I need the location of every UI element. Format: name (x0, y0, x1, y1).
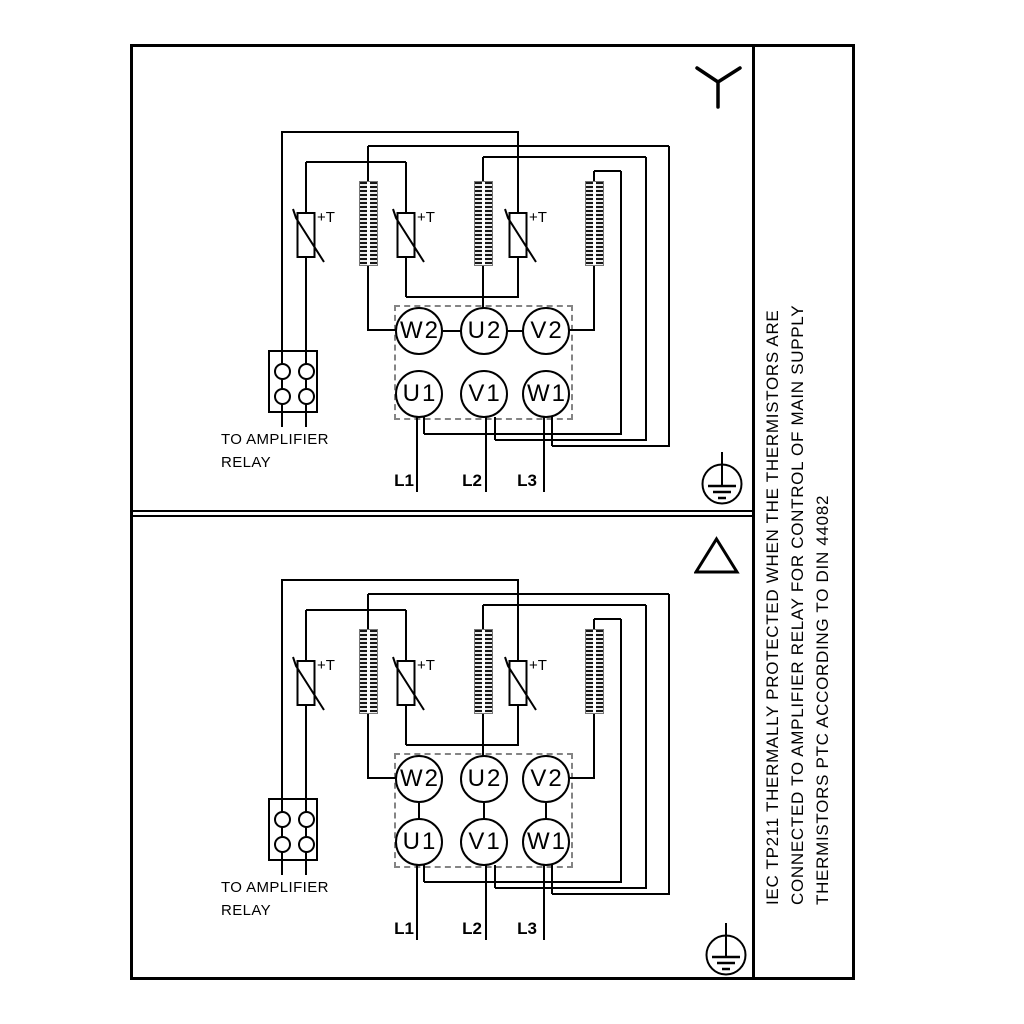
supply-label-l2: L2 (462, 919, 482, 938)
terminal-w2: W2 (395, 307, 443, 355)
wire (494, 417, 496, 440)
side-note-line: IEC TP211 THERMALLY PROTECTED WHEN THE THERMISTORS ARE (763, 309, 782, 905)
relay-terminal-pin (298, 811, 315, 828)
wire (483, 156, 646, 158)
wire (483, 604, 646, 606)
wire (645, 605, 647, 889)
earth-ground-icon (701, 921, 751, 984)
wire (281, 579, 519, 581)
terminal-w1: W1 (522, 370, 570, 418)
panel-divider (131, 510, 752, 517)
delta-bridge-link (545, 803, 547, 819)
thermistor-label: +T (529, 657, 547, 674)
terminal-v2: V2 (522, 755, 570, 803)
wire (668, 594, 670, 895)
wire (543, 865, 545, 940)
delta-bridge-link (418, 803, 420, 819)
wire (552, 893, 669, 895)
side-note-text (760, 304, 835, 905)
wire (482, 265, 484, 308)
supply-label-l2: L2 (462, 471, 482, 490)
motor-winding-icon (474, 181, 493, 266)
motor-winding-icon (359, 181, 378, 266)
wire (424, 433, 621, 435)
wire (569, 777, 595, 779)
wire (594, 618, 621, 620)
wire (406, 744, 519, 746)
delta-symbol-icon (694, 536, 740, 581)
relay-terminal-pin (274, 811, 291, 828)
supply-label-l3: L3 (517, 471, 537, 490)
motor-winding-icon (359, 629, 378, 714)
wire (593, 619, 595, 629)
wire (406, 296, 519, 298)
amplifier-relay-note: RELAY (221, 454, 272, 471)
delta-bridge-link (483, 803, 485, 819)
wire (551, 865, 553, 894)
relay-terminal-pin (274, 363, 291, 380)
wire (485, 865, 487, 940)
wire (367, 265, 369, 331)
relay-terminal-pin (298, 363, 315, 380)
side-note-line: CONNECTED TO AMPLIFIER RELAY FOR CONTROL OF MAIN SUPPLY (788, 304, 807, 905)
wire (517, 132, 519, 214)
wire (482, 605, 484, 629)
wire (416, 865, 418, 940)
wire (593, 265, 595, 331)
amplifier-relay-note: TO AMPLIFIER (221, 431, 329, 448)
earth-ground-icon (697, 450, 747, 513)
relay-terminal-pin (298, 388, 315, 405)
wire (423, 417, 425, 434)
wire (281, 131, 519, 133)
wire (594, 170, 621, 172)
supply-label-l3: L3 (517, 919, 537, 938)
terminal-v2: V2 (522, 307, 570, 355)
wire (485, 417, 487, 492)
wire (517, 580, 519, 662)
thermistor-label: +T (529, 209, 547, 226)
wire (368, 777, 397, 779)
supply-label-l1: L1 (394, 471, 414, 490)
terminal-v1: V1 (460, 370, 508, 418)
star-bridge-link (443, 330, 461, 332)
wire (620, 619, 622, 883)
wire (495, 887, 646, 889)
terminal-w1: W1 (522, 818, 570, 866)
wire (306, 609, 406, 611)
terminal-u1: U1 (395, 818, 443, 866)
side-note-column (760, 304, 852, 908)
thermistor-label: +T (317, 209, 335, 226)
wire (645, 157, 647, 441)
wire (424, 881, 621, 883)
motor-winding-icon (585, 629, 604, 714)
motor-winding-icon (474, 629, 493, 714)
wire (593, 171, 595, 181)
wire (620, 171, 622, 435)
wire (368, 329, 397, 331)
amplifier-relay-note: TO AMPLIFIER (221, 879, 329, 896)
thermistor-label: +T (317, 657, 335, 674)
wire (551, 417, 553, 446)
supply-label-l1: L1 (394, 919, 414, 938)
terminal-u2: U2 (460, 307, 508, 355)
wire (367, 713, 369, 779)
relay-terminal-pin (274, 836, 291, 853)
terminal-w2: W2 (395, 755, 443, 803)
side-note-divider (752, 46, 755, 978)
thermistor-label: +T (417, 209, 435, 226)
relay-terminal-pin (274, 388, 291, 405)
amplifier-relay-note: RELAY (221, 902, 272, 919)
wire (552, 445, 669, 447)
relay-terminal-pin (298, 836, 315, 853)
wire (569, 329, 595, 331)
wire (593, 713, 595, 779)
terminal-u2: U2 (460, 755, 508, 803)
wire (482, 157, 484, 181)
wire (367, 146, 369, 181)
wire (543, 417, 545, 492)
wire (367, 594, 369, 629)
wire (482, 713, 484, 756)
side-note-line: THERMISTORS PTC ACCORDING TO DIN 44082 (813, 494, 832, 905)
wire (495, 439, 646, 441)
star-symbol-icon (692, 58, 746, 117)
terminal-u1: U1 (395, 370, 443, 418)
wire (423, 865, 425, 882)
wire (306, 161, 406, 163)
terminal-v1: V1 (460, 818, 508, 866)
wire (668, 146, 670, 447)
motor-winding-icon (585, 181, 604, 266)
wire (416, 417, 418, 492)
wire (494, 865, 496, 888)
thermistor-label: +T (417, 657, 435, 674)
